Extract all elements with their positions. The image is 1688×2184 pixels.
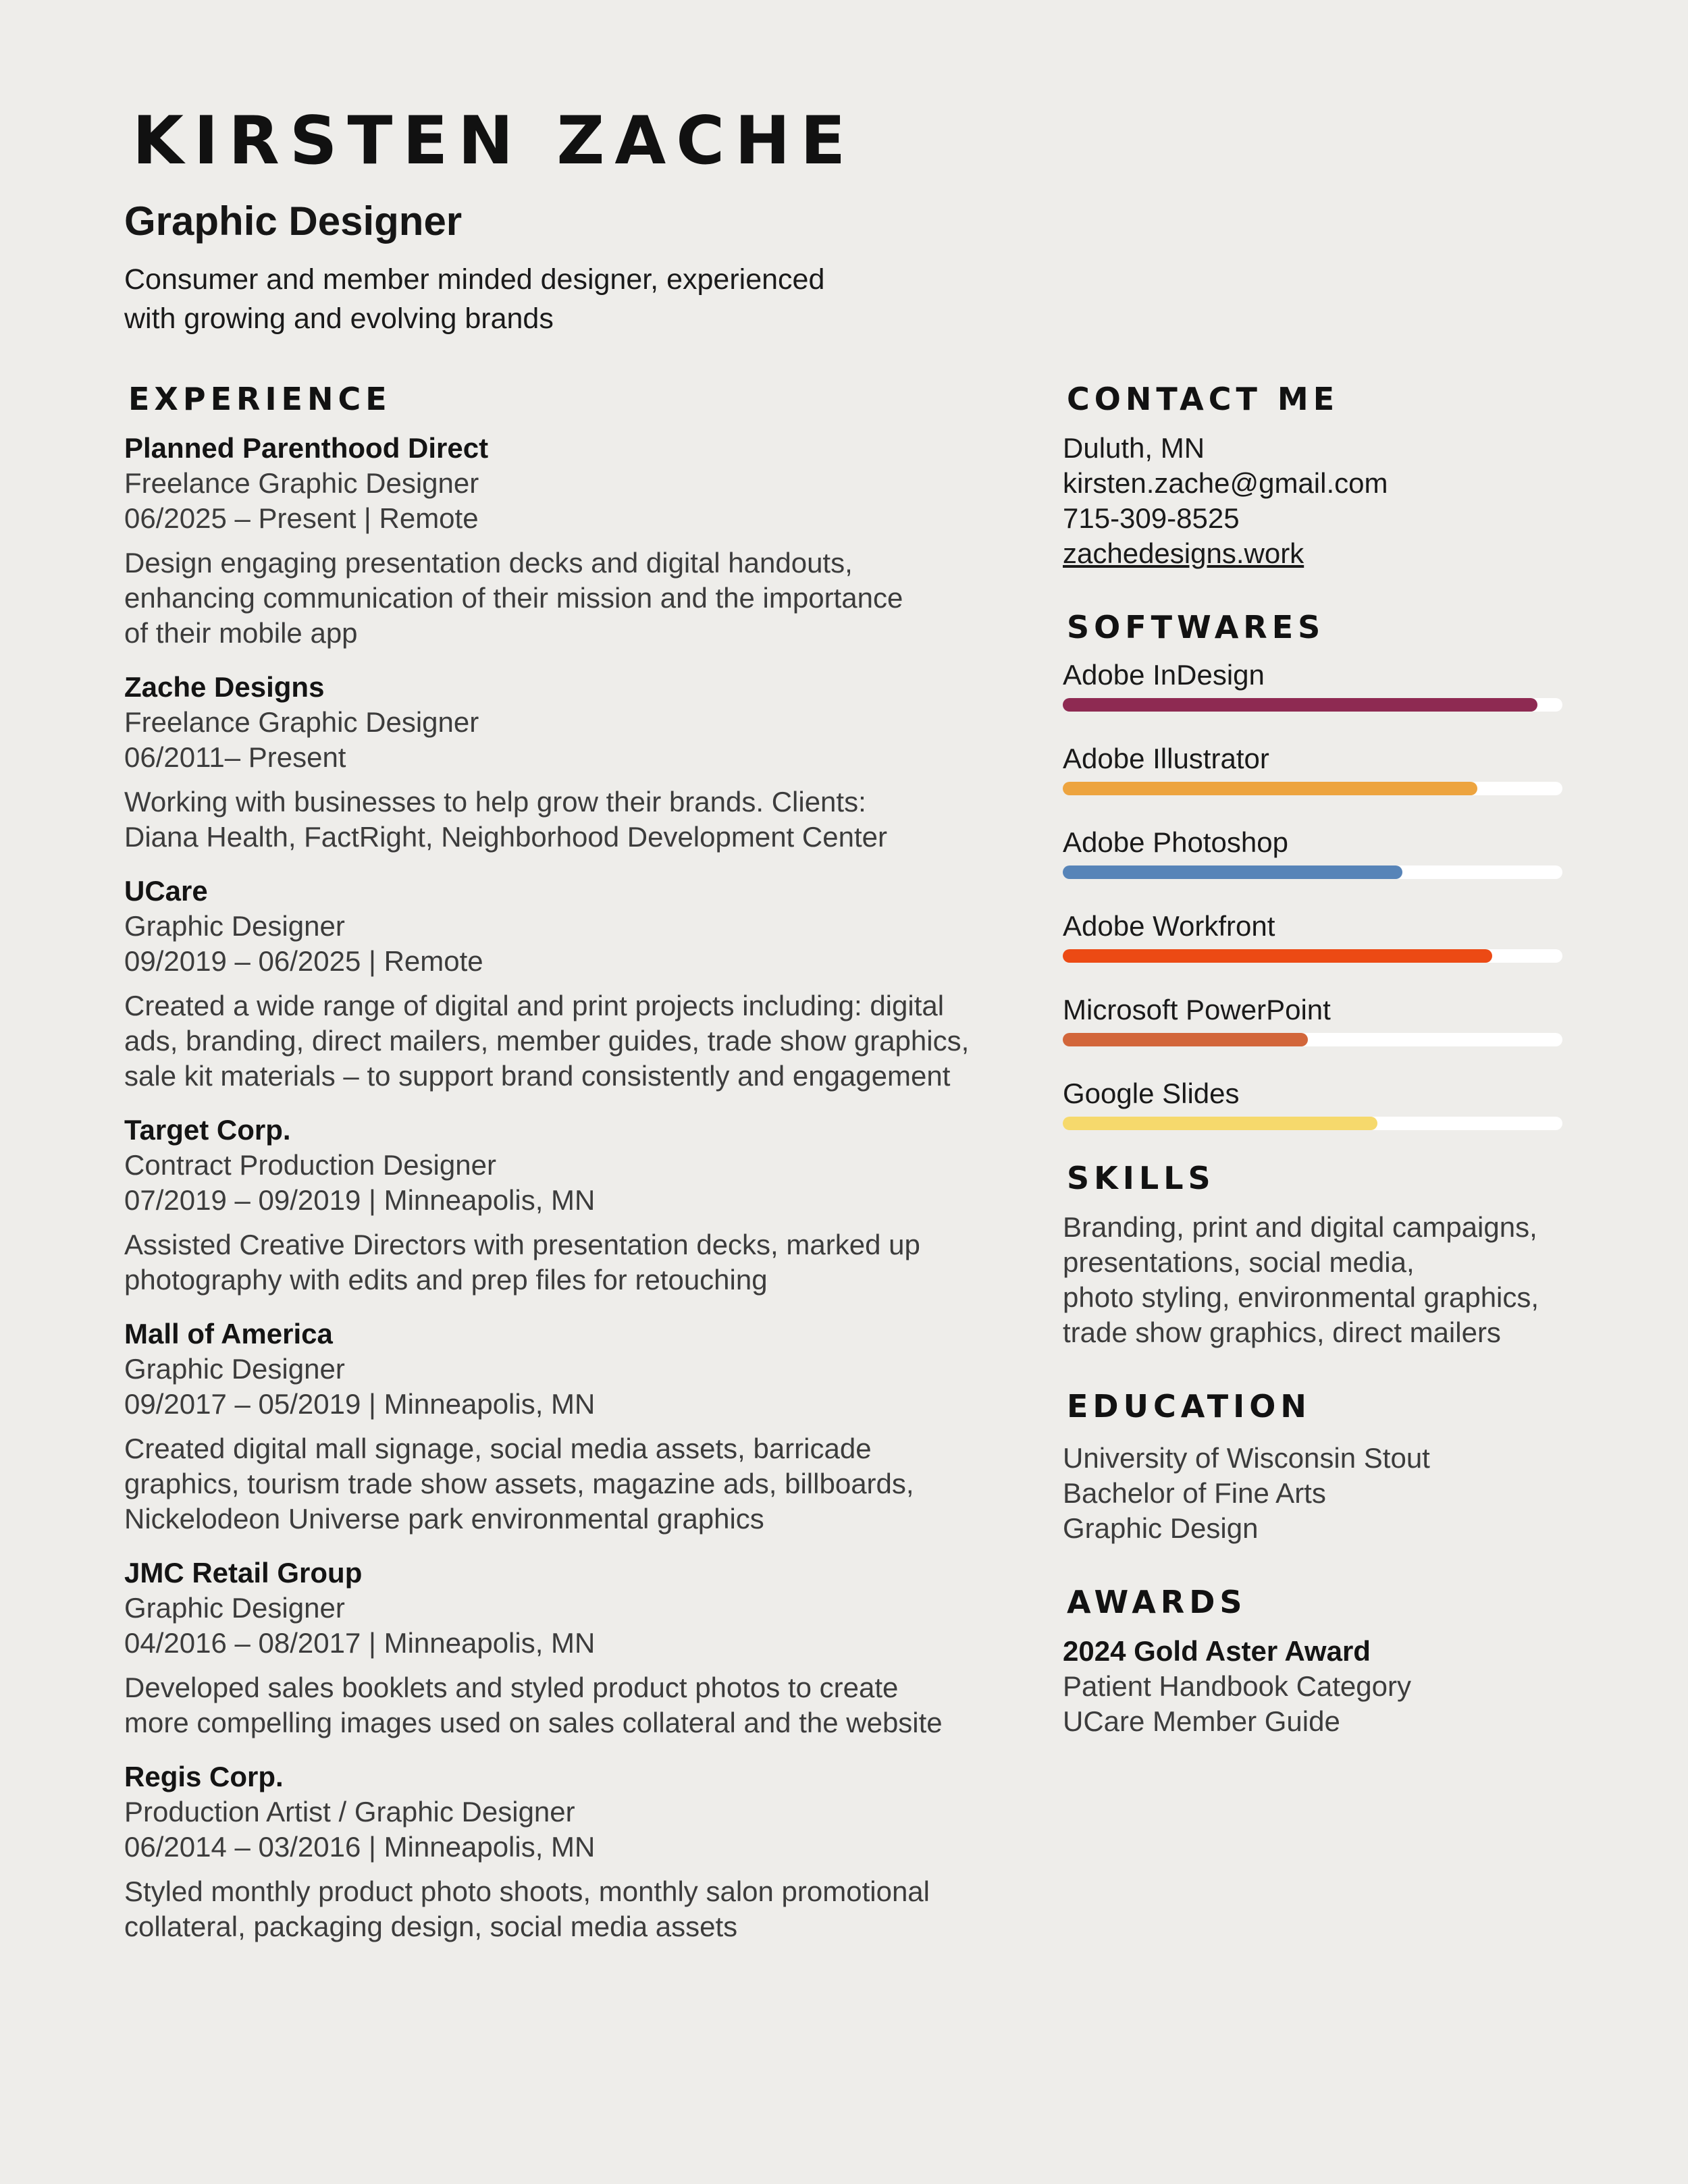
job-entry	[124, 1759, 975, 1944]
award-name: 2024 Gold Aster Award	[1063, 1635, 1371, 1667]
job-description-line: of their mobile app	[124, 617, 358, 649]
job-company: Mall of America	[124, 1318, 333, 1350]
software-item	[1063, 909, 1562, 963]
job-description-line: Styled monthly product photo shoots, monthly salon promotional	[124, 1875, 930, 1907]
software-name: Adobe Workfront	[1063, 910, 1275, 942]
skills-line: Branding, print and digital campaigns,	[1063, 1211, 1537, 1243]
software-name: Adobe InDesign	[1063, 659, 1265, 691]
job-description-line: graphics, tourism trade show assets, magazine ads, billboards,	[124, 1468, 914, 1499]
job-description-line: Nickelodeon Universe park environmental graphics	[124, 1503, 764, 1535]
job-company: UCare	[124, 875, 208, 907]
job-description	[124, 1227, 975, 1298]
job-description-line: Diana Health, FactRight, Neighborhood Development Center	[124, 821, 887, 853]
job-entry	[124, 1316, 975, 1537]
proficiency-bar-track	[1063, 1117, 1562, 1130]
software-item	[1063, 992, 1562, 1046]
job-description	[124, 1431, 975, 1537]
job-description-line: sale kit materials – to support brand consistently and engagement	[124, 1060, 951, 1092]
job-company: JMC Retail Group	[124, 1557, 363, 1589]
softwares-heading: SOFTWARES	[1067, 609, 1325, 645]
proficiency-bar-track	[1063, 698, 1562, 712]
job-company: Target Corp.	[124, 1114, 291, 1146]
proficiency-bar-fill	[1063, 1033, 1308, 1046]
job-entry	[124, 874, 975, 1094]
job-description-line: Developed sales booklets and styled product photos to create	[124, 1672, 899, 1703]
job-title: Graphic Designer	[124, 910, 345, 942]
skills-line: trade show graphics, direct mailers	[1063, 1316, 1501, 1348]
education-major: Graphic Design	[1063, 1512, 1259, 1544]
job-title: Freelance Graphic Designer	[124, 706, 479, 738]
tagline	[124, 260, 901, 338]
proficiency-bar-track	[1063, 949, 1562, 963]
job-entry	[124, 1113, 975, 1298]
software-list	[1063, 658, 1562, 1130]
job-list	[124, 431, 975, 1944]
job-company: Zache Designs	[124, 671, 325, 703]
sidebar	[1063, 383, 1562, 1780]
job-description-line: Assisted Creative Directors with presentation decks, marked up	[124, 1229, 920, 1260]
tagline-line: with growing and evolving brands	[124, 302, 554, 335]
tagline-line: Consumer and member minded designer, experienced	[124, 263, 825, 296]
award-detail: UCare Member Guide	[1063, 1705, 1340, 1737]
job-dates: 06/2025 – Present | Remote	[124, 502, 479, 534]
contact-website-link[interactable]: zachedesigns.work	[1063, 537, 1304, 569]
proficiency-bar-fill	[1063, 698, 1537, 712]
job-dates: 04/2016 – 08/2017 | Minneapolis, MN	[124, 1627, 596, 1659]
job-title: Graphic Designer	[124, 1592, 345, 1624]
job-description-line: Working with businesses to help grow their brands. Clients:	[124, 786, 866, 818]
proficiency-bar-fill	[1063, 865, 1402, 879]
experience-section	[124, 383, 975, 1963]
proficiency-bar-fill	[1063, 782, 1477, 795]
education-section	[1063, 1388, 1562, 1546]
job-entry	[124, 1555, 975, 1740]
job-description	[124, 1874, 975, 1944]
job-entry	[124, 431, 975, 651]
job-description-line: photography with edits and prep files for retouching	[124, 1264, 768, 1296]
job-dates: 06/2014 – 03/2016 | Minneapolis, MN	[124, 1831, 596, 1863]
job-description	[124, 545, 975, 651]
software-item	[1063, 1076, 1562, 1130]
contact-section	[1063, 383, 1562, 571]
experience-heading: EXPERIENCE	[128, 381, 392, 417]
software-name: Microsoft PowerPoint	[1063, 994, 1331, 1026]
skills-heading: SKILLS	[1067, 1160, 1215, 1196]
job-description	[124, 784, 975, 855]
awards-heading: AWARDS	[1067, 1584, 1247, 1620]
software-name: Google Slides	[1063, 1077, 1240, 1109]
proficiency-bar-track	[1063, 1033, 1562, 1046]
job-description-line: collateral, packaging design, social media assets	[124, 1911, 738, 1942]
job-role-title: Graphic Designer	[124, 198, 463, 244]
job-description-line: Design engaging presentation decks and digital handouts,	[124, 547, 853, 579]
job-description-line: more compelling images used on sales collateral and the website	[124, 1707, 943, 1738]
job-description-line: Created a wide range of digital and print projects including: digital	[124, 990, 945, 1021]
job-title: Contract Production Designer	[124, 1149, 496, 1181]
software-name: Adobe Illustrator	[1063, 743, 1269, 774]
job-description	[124, 1670, 975, 1740]
job-dates: 09/2019 – 06/2025 | Remote	[124, 945, 483, 977]
education-heading: EDUCATION	[1067, 1388, 1311, 1424]
education-school: University of Wisconsin Stout	[1063, 1442, 1430, 1474]
skills-line: presentations, social media,	[1063, 1246, 1415, 1278]
job-dates: 07/2019 – 09/2019 | Minneapolis, MN	[124, 1184, 596, 1216]
award-detail: Patient Handbook Category	[1063, 1670, 1411, 1702]
contact-email[interactable]: kirsten.zache@gmail.com	[1063, 467, 1388, 499]
software-item	[1063, 658, 1562, 712]
softwares-section	[1063, 609, 1562, 1130]
job-description-line: Created digital mall signage, social media assets, barricade	[124, 1433, 872, 1464]
contact-heading: CONTACT ME	[1067, 381, 1340, 417]
job-entry	[124, 670, 975, 855]
awards-section	[1063, 1584, 1562, 1739]
software-item	[1063, 741, 1562, 795]
software-name: Adobe Photoshop	[1063, 826, 1288, 858]
job-title: Freelance Graphic Designer	[124, 467, 479, 499]
skills-section	[1063, 1160, 1562, 1350]
education-degree: Bachelor of Fine Arts	[1063, 1477, 1326, 1509]
job-title: Graphic Designer	[124, 1353, 345, 1385]
job-description	[124, 988, 975, 1094]
job-company: Planned Parenthood Direct	[124, 432, 489, 464]
job-description-line: ads, branding, direct mailers, member guides, trade show graphics,	[124, 1025, 970, 1057]
skills-line: photo styling, environmental graphics,	[1063, 1281, 1539, 1313]
contact-phone: 715-309-8525	[1063, 502, 1240, 534]
proficiency-bar-fill	[1063, 1117, 1377, 1130]
job-company: Regis Corp.	[124, 1761, 284, 1792]
job-dates: 06/2011– Present	[124, 741, 346, 773]
proficiency-bar-track	[1063, 865, 1562, 879]
software-item	[1063, 825, 1562, 879]
job-description-line: enhancing communication of their mission and the importance	[124, 582, 903, 614]
job-dates: 09/2017 – 05/2019 | Minneapolis, MN	[124, 1388, 596, 1420]
proficiency-bar-fill	[1063, 949, 1492, 963]
resume-name: KIRSTEN ZACHE	[132, 103, 856, 180]
job-title: Production Artist / Graphic Designer	[124, 1796, 575, 1828]
proficiency-bar-track	[1063, 782, 1562, 795]
contact-location: Duluth, MN	[1063, 432, 1205, 464]
